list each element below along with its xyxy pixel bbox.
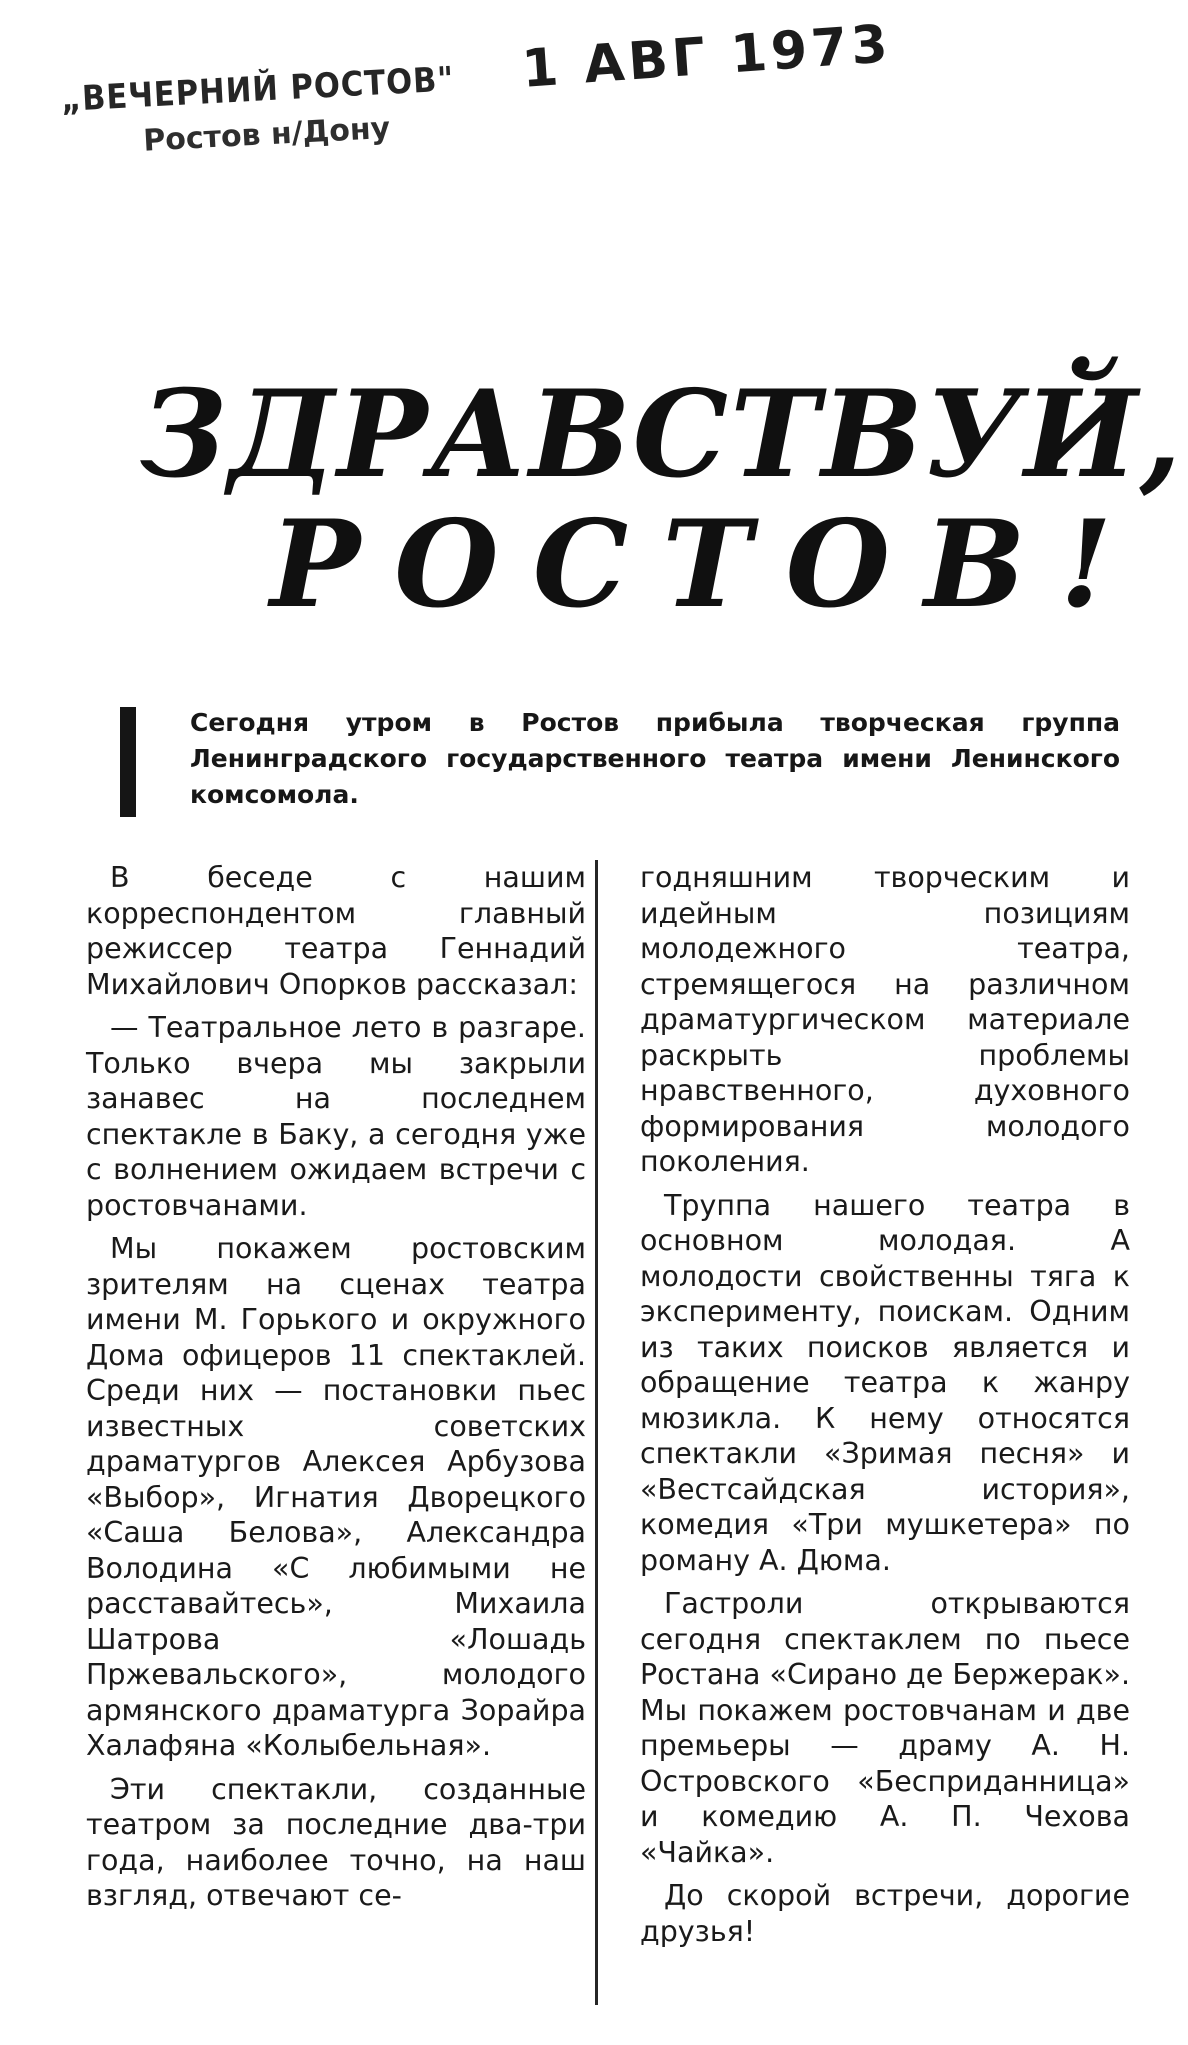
lead-paragraph	[120, 705, 1130, 815]
newspaper-source-stamp	[60, 57, 504, 163]
paragraph: До скорой встречи, дорогие друзья!	[640, 1879, 1130, 1948]
article-column-left	[86, 860, 586, 1922]
date-stamp: 1 АВГ 1973	[520, 14, 894, 100]
article-column-right	[640, 860, 1130, 1957]
newspaper-name: „ВЕЧЕРНИЙ РОСТОВ"	[60, 59, 456, 120]
paragraph: годняшним творческим и идейным позициям молодежного театра, стремящегося на различном драматургическом материале раскрыть проблемы нравственного, духовного формирования молодого поколения.	[640, 861, 1130, 1178]
newspaper-city: Ростов н/Дону	[142, 110, 392, 159]
headline-line-1: ЗДРАВСТВУЙ,	[140, 364, 1184, 505]
headline	[140, 364, 1184, 635]
headline-line-2: РОСТОВ!	[270, 494, 1147, 635]
paragraph: Труппа нашего театра в основном молодая. А молодости свойственны тяга к эксперименту, поискам. Одним из таких поисков является и обращение театра к жанру мюзикла. К нему относятся спектакли «Зримая песня» и «Вестсайдская история», комедия «Три мушкетера» по роману А. Дюма.	[640, 1188, 1130, 1577]
paragraph: Мы покажем ростовским зрителям на сценах театра имени М. Горького и окружного Дома офицеров 11 спектаклей. Среди них — постановки пьес известных советских драматургов Алексея Арбузова «Выбор», Игнатия Дворецкого «Саша Белова», Александра Володина «С любимыми не расставайтесь», Михаила Шатрова «Лошадь Пржевальского», молодого армянского драматурга Зорайра Халафяна «Колыбельная».	[86, 1232, 586, 1762]
paragraph: Эти спектакли, созданные театром за последние два-три года, наиболее точно, на наш взгляд, отвечают се-	[86, 1772, 586, 1912]
column-divider	[595, 860, 598, 2005]
paragraph: В беседе с нашим корреспондентом главный режиссер театра Геннадий Михайлович Опорков рассказал:	[86, 861, 586, 1001]
paragraph: — Театральное лето в разгаре. Только вчера мы закрыли занавес на последнем спектакле в Баку, а сегодня уже с волнением ожидаем встречи с ростовчанами.	[86, 1011, 586, 1222]
lead-drop-bar	[120, 707, 136, 817]
paragraph: Гастроли открываются сегодня спектаклем по пьесе Ростана «Сирано де Бержерак». Мы покажем ростовчанам и две премьеры — драму А. Н. Островского «Бесприданница» и комедию А. П. Чехова «Чайка».	[640, 1587, 1131, 1869]
lead-text: Сегодня утром в Ростов прибыла творческая группа Ленинградского государственного театра имени Ленинского комсомола.	[190, 708, 1120, 809]
